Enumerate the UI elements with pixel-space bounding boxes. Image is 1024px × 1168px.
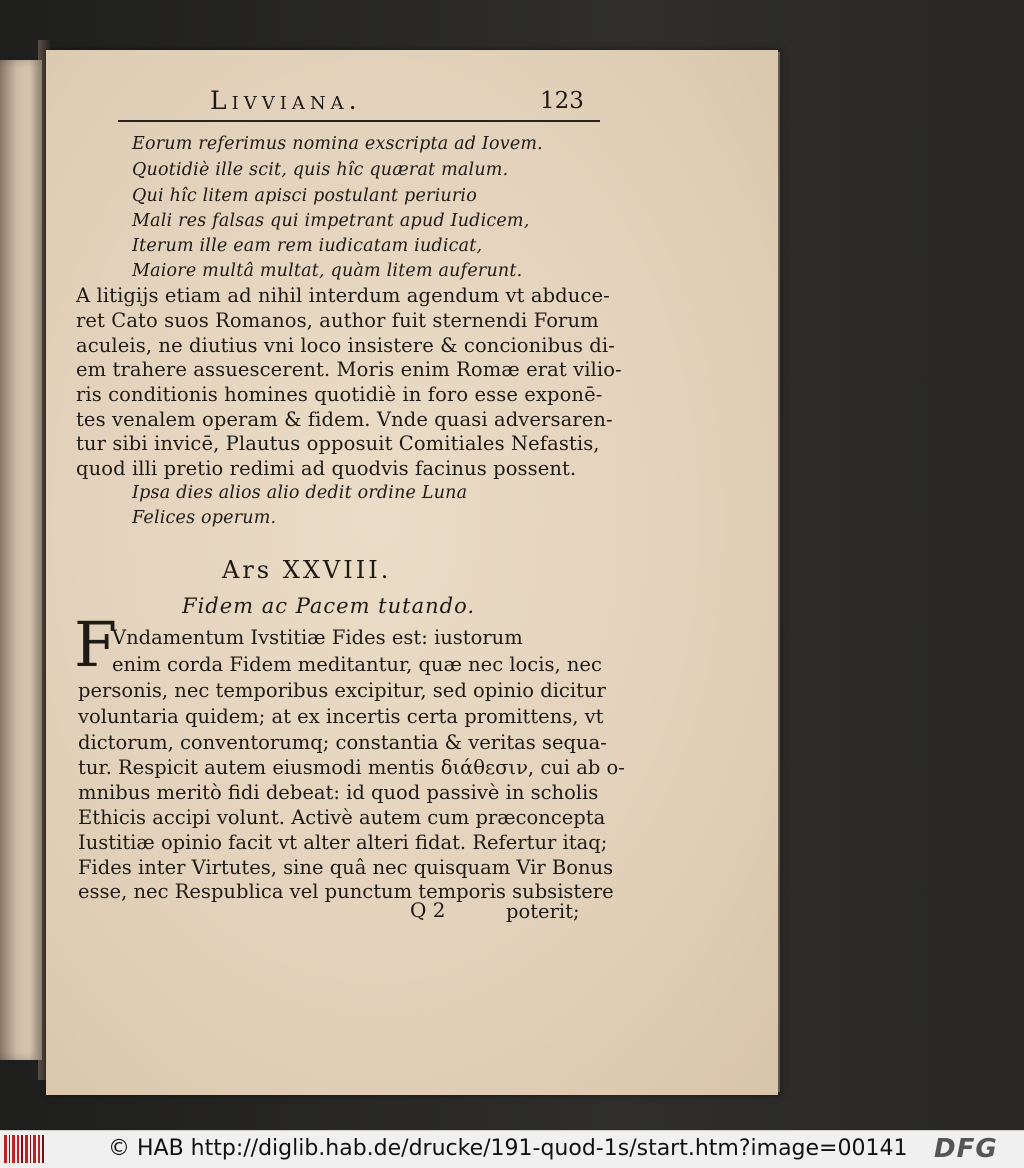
section-heading: Ars XXVIII. <box>222 556 392 584</box>
paragraph-line: mnibus meritò fidi debeat: id quod passivè in scholis <box>78 781 599 804</box>
paragraph-line: personis, nec temporibus excipitur, sed opinio dicitur <box>78 679 606 702</box>
catchword: poterit; <box>506 900 580 923</box>
verse-line: Qui hîc litem apisci postulant periurio <box>132 186 477 206</box>
paragraph-line: em trahere assuescerent. Moris enim Romæ erat vilio- <box>76 358 622 381</box>
footer-bar <box>0 1130 1024 1168</box>
paragraph-line: esse, nec Respublica vel punctum temporis subsistere <box>78 880 614 903</box>
paragraph-line: ret Cato suos Romanos, author fuit sternendi Forum <box>76 309 599 332</box>
paragraph-line: ris conditionis homines quotidiè in foro esse exponē- <box>76 383 603 406</box>
paragraph-line: tur. Respicit autem eiusmodi mentis διάθεσιν, cui ab o- <box>78 756 625 779</box>
signature-mark: Q 2 <box>410 898 446 922</box>
paragraph-line: Fides inter Virtutes, sine quâ nec quisquam Vir Bonus <box>78 856 614 879</box>
verse-line: Maiore multâ multat, quàm litem auferunt. <box>132 261 523 281</box>
paragraph-line: enim corda Fidem meditantur, quæ nec locis, nec <box>112 653 602 676</box>
verse-line: Mali res falsas qui impetrant apud Iudicem, <box>132 211 530 231</box>
verse-line: Eorum referimus nomina exscripta ad Iovem. <box>132 134 543 154</box>
paragraph-line: voluntaria quidem; at ex incertis certa promittens, vt <box>78 705 604 728</box>
book-page <box>46 50 778 1095</box>
paragraph-line: Vndamentum Ivstitiæ Fides est: iustorum <box>112 626 523 649</box>
section-subheading: Fidem ac Pacem tutando. <box>182 594 476 618</box>
verse-line: Ipsa dies alios alio dedit ordine Luna <box>132 483 468 503</box>
copyright-url[interactable]: © HAB http://diglib.hab.de/drucke/191-quod-1s/start.htm?image=00141 <box>108 1136 908 1161</box>
drop-initial: F <box>74 608 118 681</box>
barcode-icon <box>4 1135 44 1163</box>
paragraph-line: Ethicis accipi volunt. Activè autem cum præconcepta <box>78 806 606 829</box>
paragraph-line: tur sibi invicē, Plautus opposuit Comitiales Nefastis, <box>76 432 600 455</box>
paragraph-line: aculeis, ne diutius vni loco insistere & concionibus di- <box>76 334 615 357</box>
paragraph-line: A litigijs etiam ad nihil interdum agendum vt abduce- <box>76 284 610 307</box>
verse-line: Felices operum. <box>132 508 277 528</box>
paragraph-line: tes venalem operam & fidem. Vnde quasi adversaren- <box>76 408 613 431</box>
previous-page-edge <box>0 60 42 1060</box>
verse-line: Quotidiè ille scit, quis hîc quærat malum. <box>132 160 509 180</box>
dfg-logo: DFG <box>934 1134 998 1164</box>
verse-line: Iterum ille eam rem iudicatam iudicat, <box>132 236 483 256</box>
running-head: Livviana. <box>210 86 362 115</box>
paragraph-line: Iustitiæ opinio facit vt alter alteri fidat. Refertur itaq; <box>78 831 608 854</box>
page-number: 123 <box>540 88 584 114</box>
paragraph-line: quod illi pretio redimi ad quodvis facinus possent. <box>76 457 577 480</box>
paragraph-line: dictorum, conventorumq; constantia & veritas sequa- <box>78 731 607 754</box>
head-rule <box>118 120 600 122</box>
